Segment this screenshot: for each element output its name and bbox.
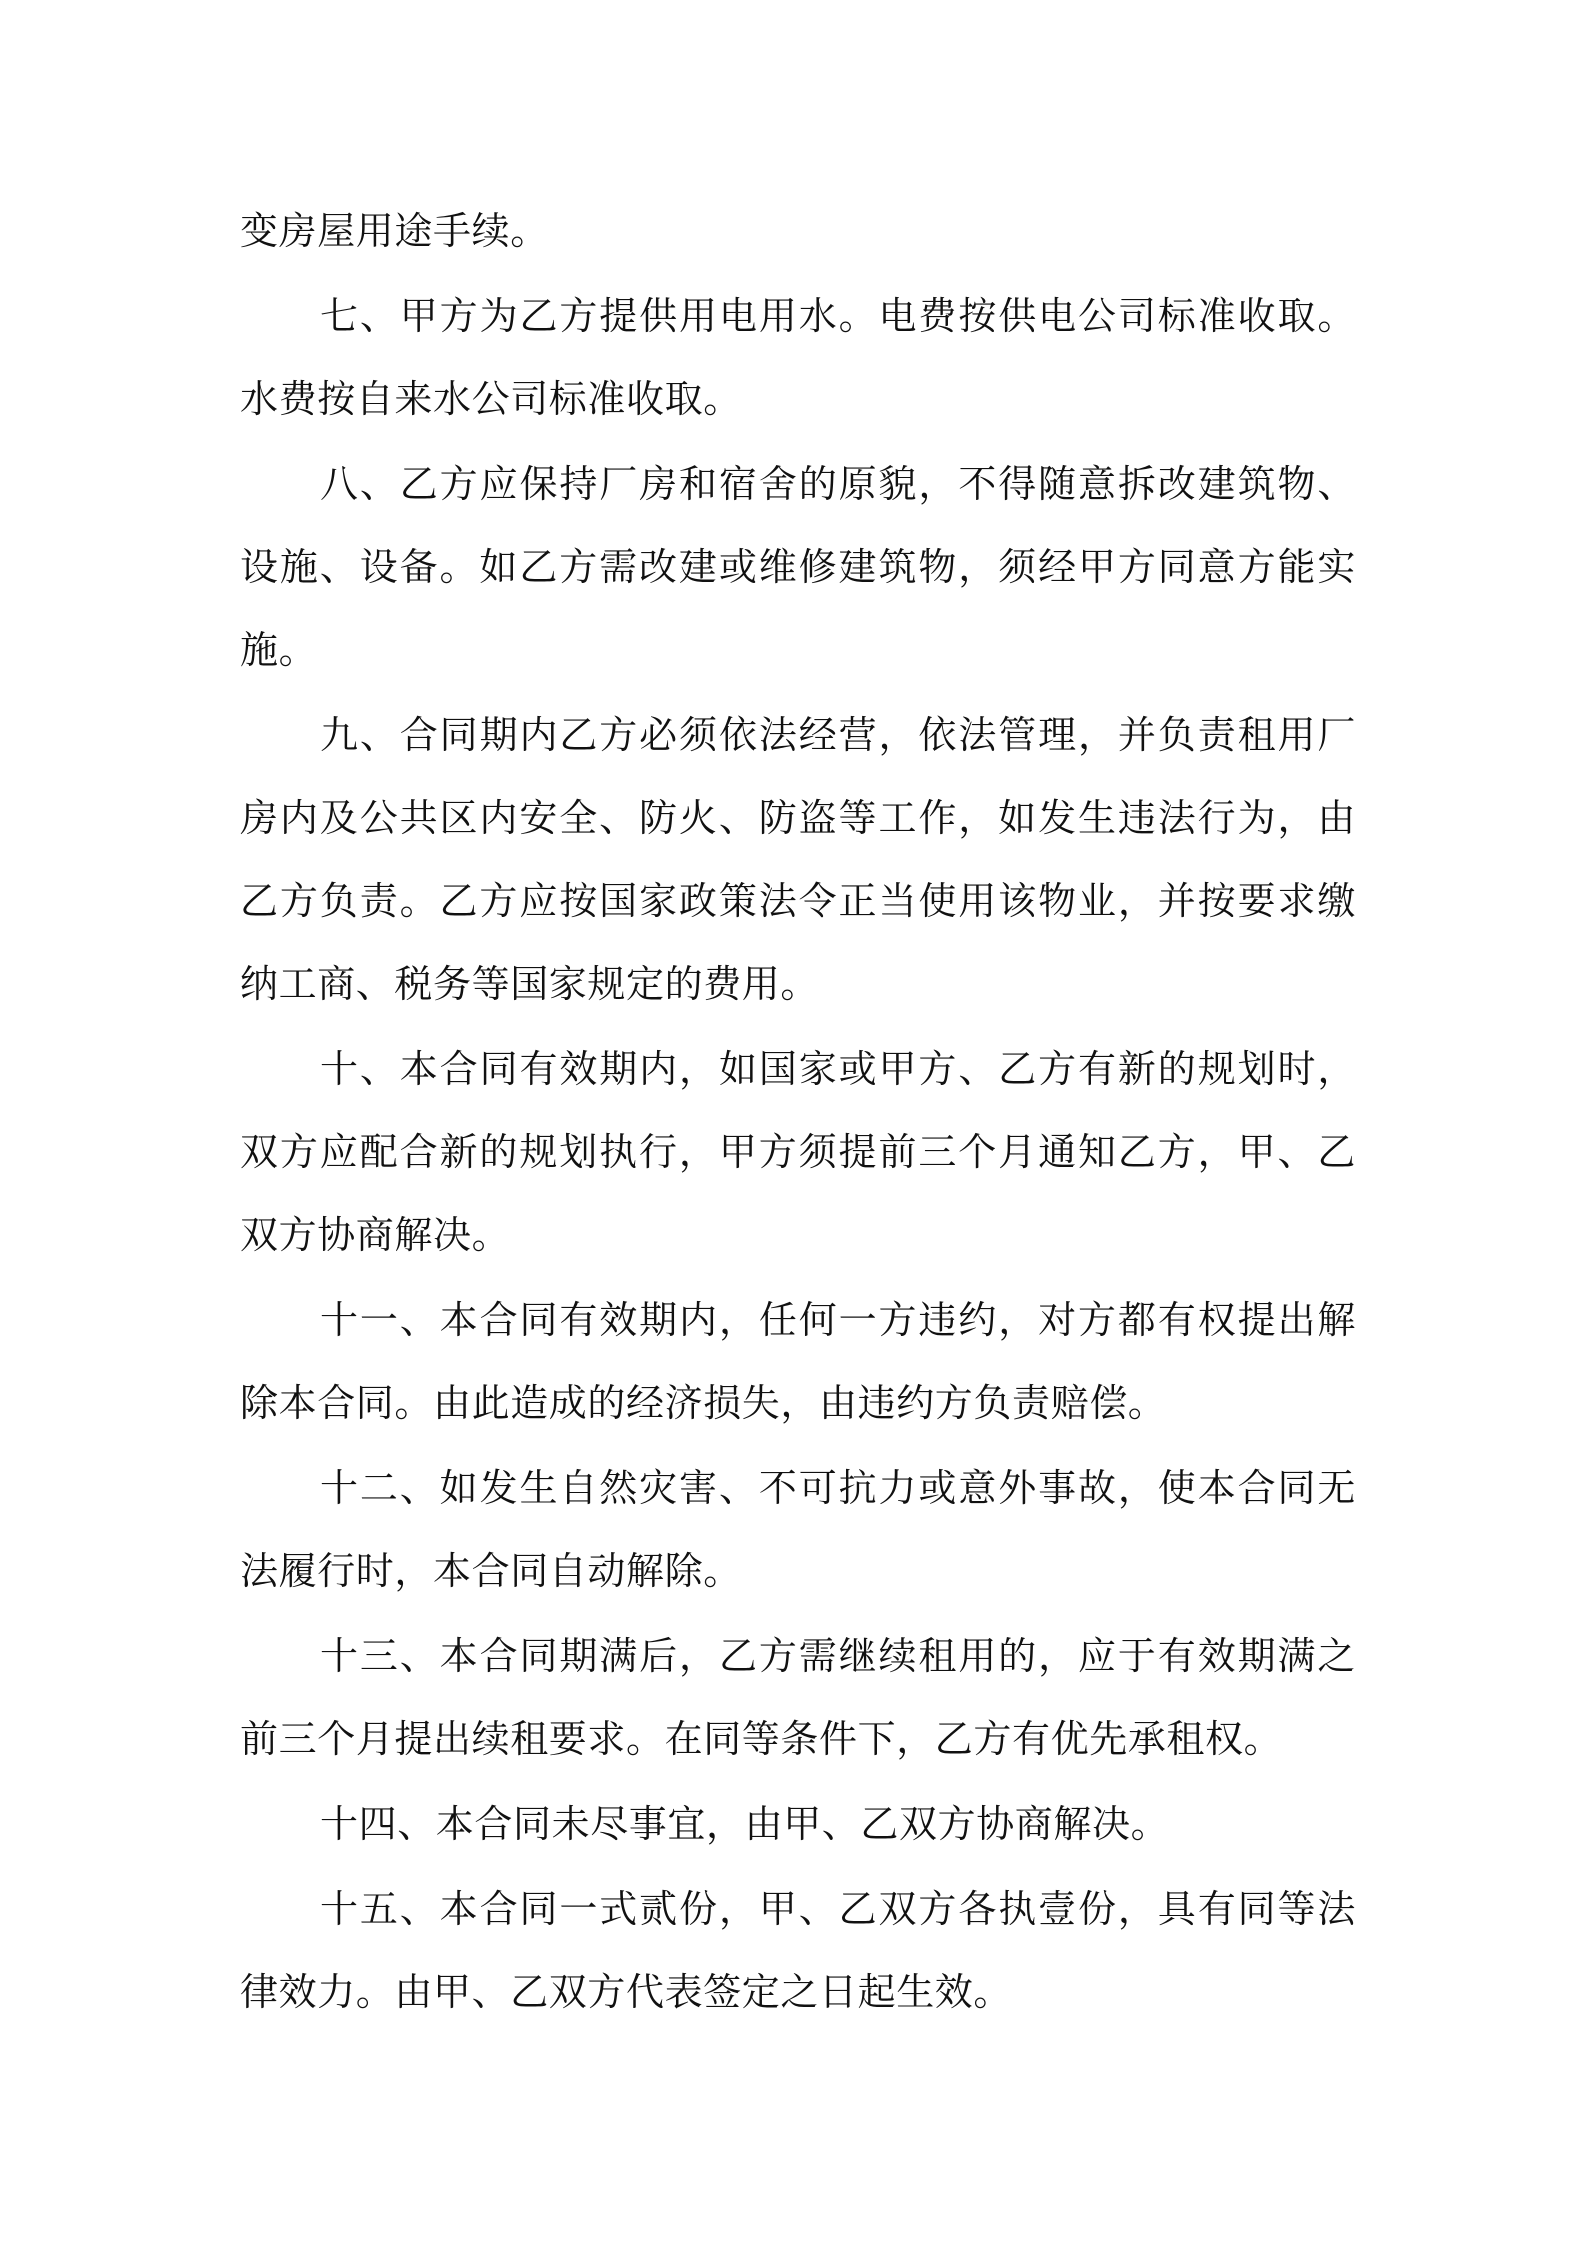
clause-7: 七、甲方为乙方提供用电用水。电费按供电公司标准收取。水费按自来水公司标准收取。 xyxy=(240,294,1356,421)
clause-8: 八、乙方应保持厂房和宿舍的原貌，不得随意拆改建筑物、设施、设备。如乙方需改建或维修建筑物，须经甲方同意方能实施。 xyxy=(240,462,1356,672)
clause-9: 九、合同期内乙方必须依法经营，依法管理，并负责租用厂房内及公共区内安全、防火、防盗等工作，如发生违法行为，由乙方负责。乙方应按国家政策法令正当使用该物业，并按要求缴纳工商、税务等国家规定的费用。 xyxy=(240,713,1356,1006)
clause-10: 十、本合同有效期内，如国家或甲方、乙方有新的规划时，双方应配合新的规划执行，甲方须提前三个月通知乙方，甲、乙双方协商解决。 xyxy=(240,1047,1356,1257)
clause-11: 十一、本合同有效期内，任何一方违约，对方都有权提出解除本合同。由此造成的经济损失，由违约方负责赔偿。 xyxy=(240,1298,1356,1425)
clause-15: 十五、本合同一式贰份，甲、乙双方各执壹份，具有同等法律效力。由甲、乙双方代表签定之日起生效。 xyxy=(240,1887,1356,2014)
clause-13: 十三、本合同期满后，乙方需继续租用的，应于有效期满之前三个月提出续租要求。在同等条件下，乙方有优先承租权。 xyxy=(240,1634,1356,1761)
clause-12: 十二、如发生自然灾害、不可抗力或意外事故，使本合同无法履行时，本合同自动解除。 xyxy=(240,1466,1356,1593)
clause-14: 十四、本合同未尽事宜，由甲、乙双方协商解决。 xyxy=(320,1802,1170,1846)
contract-body xyxy=(240,190,1356,2036)
paragraph-continuation: 变房屋用途手续。 xyxy=(240,209,549,253)
